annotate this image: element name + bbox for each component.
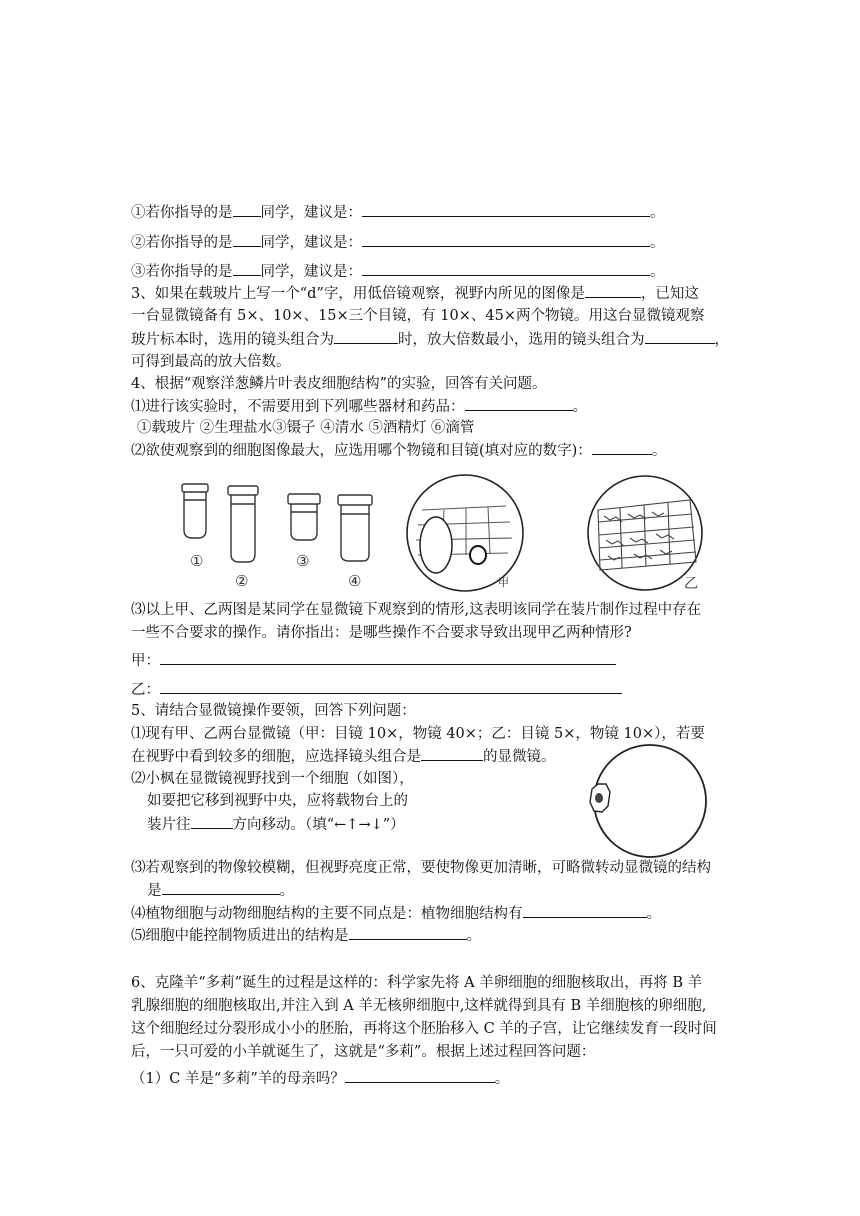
suggestion-line-2: ②若你指导的是 同学，建议是： 。 [131,232,665,253]
eyepiece-lens-2 [228,486,258,562]
q6-line-2: 乳腺细胞的细胞核取出,并注入到 A 羊无核卵细胞中,这样就得到具有 B 羊细胞核的卵细胞, [131,998,707,1014]
suggestion-line-3: ③若你指导的是 同学，建议是： 。 [131,261,665,282]
microscope-view-jia [407,475,523,591]
nucleus-dot [595,793,603,803]
blank[interactable] [645,329,715,344]
q5-part3-line1: ⑶若观察到的物像较模糊，但视野亮度正常，要使物像更加清晰，可略微转动显微镜的结构 [131,860,711,876]
q6-line-3: 这个细胞经过分裂形成小小的胚胎，再将这个胚胎移入 C 羊的子宫，让它继续发育一段时间 [131,1021,717,1037]
objective-lens-4 [338,495,372,561]
blank[interactable] [592,440,652,455]
q5-part2-line2: 如要把它移到视野中央，应将载物台上的 [147,793,408,809]
suggestion-line-1: ①若你指导的是 同学，建议是： 。 [131,202,665,223]
q5-part1-line1: ⑴现有甲、乙两台显微镜（甲：目镜 10×，物镜 40×；乙：目镜 5×，物镜 10×），若要 [131,726,705,742]
q4-part1: ⑴进行该实验时，不需要用到下列哪些器材和药品： 。 [131,396,587,417]
blank[interactable] [233,232,261,247]
q4-part3-line2: 一些不合要求的操作。请你指出：是哪些操作不合要求导致出现甲乙两种情形? [131,625,632,641]
q5-part2-line1: ⑵小枫在显微镜视野找到一个细胞（如图）， [131,771,414,787]
view-label-jia: 甲 [498,576,509,589]
q5-title: 5、请结合显微镜操作要领，回答下列问题： [131,703,416,719]
q3-line-4: 可得到最高的放大倍数。 [131,354,291,370]
blank[interactable] [162,880,280,895]
microscope-view-yi [588,476,702,592]
q6-line-1: 6、克隆羊“多莉”诞生的过程是这样的：科学家先将 A 羊卵细胞的细胞核取出，再将 B 羊 [131,975,703,991]
blank[interactable] [233,261,261,276]
q5-part1-line2: 在视野中看到较多的细胞，应选择镜头组合是 的显微镜。 [131,746,556,767]
answer-jia: 甲： [131,650,616,671]
blank[interactable] [233,202,261,217]
q4-title: 4、根据“观察洋葱鳞片叶表皮细胞结构”的实验，回答有关问题。 [131,376,547,392]
blank[interactable] [345,1068,495,1083]
blank[interactable] [334,329,398,344]
lens-and-view-figure [160,470,720,595]
blank[interactable] [362,261,650,276]
eyepiece-lens-1 [182,484,208,538]
blank[interactable] [191,814,233,829]
view-label-yi: 乙 [684,576,698,592]
q5-part4: ⑷植物细胞与动物细胞结构的主要不同点是：植物细胞结构有 。 [131,903,661,924]
q4-items: ①载玻片 ②生理盐水③镊子 ④清水 ⑤酒精灯 ⑥滴管 [137,420,475,436]
lens-label: ① [190,552,204,570]
blank[interactable] [160,650,616,665]
blank[interactable] [421,746,483,761]
q4-part2: ⑵欲使观察到的细胞图像最大，应选用哪个物镜和目镜(填对应的数字)： 。 [131,440,666,461]
cell-view-figure [570,742,730,860]
blank[interactable] [362,232,650,247]
lens-label: ② [235,572,249,590]
q5-part5: ⑸细胞中能控制物质进出的结构是 。 [131,925,481,946]
q5-part2-line3: 装片往 方向移动。（填“←↑→↓”） [147,814,405,835]
q6-line-4: 后，一只可爱的小羊就诞生了，这就是“多莉”。根据上述过程回答问题： [131,1044,596,1060]
q3-line-1: 3、如果在载玻片上写一个“d”字，用低倍镜观察，视野内所见的图像是 ，已知这 [131,283,699,304]
lens-label: ④ [348,572,362,590]
lens-label: ③ [296,552,310,570]
answer-yi: 乙： [131,679,622,700]
blank[interactable] [349,925,467,940]
blank[interactable] [160,679,622,694]
blank[interactable] [585,283,641,298]
q6-sub1: （1）C 羊是“多莉”羊的母亲吗？ 。 [131,1068,509,1089]
blank[interactable] [523,903,647,918]
objective-lens-3 [288,494,320,540]
q3-line-2: 一台显微镜备有 5×、10×、15×三个目镜，有 10×、45×两个物镜。用这台显微镜观察 [131,308,705,324]
q4-part3-line1: ⑶以上甲、乙两图是某同学在显微镜下观察到的情形,这表明该同学在装片制作过程中存在 [131,602,702,618]
blank[interactable] [465,396,573,411]
q5-part3-line2: 是 。 [147,880,294,901]
blank[interactable] [362,202,650,217]
q3-line-3: 玻片标本时，选用的镜头组合为 时，放大倍数最小，选用的镜头组合为 ， [131,329,729,350]
